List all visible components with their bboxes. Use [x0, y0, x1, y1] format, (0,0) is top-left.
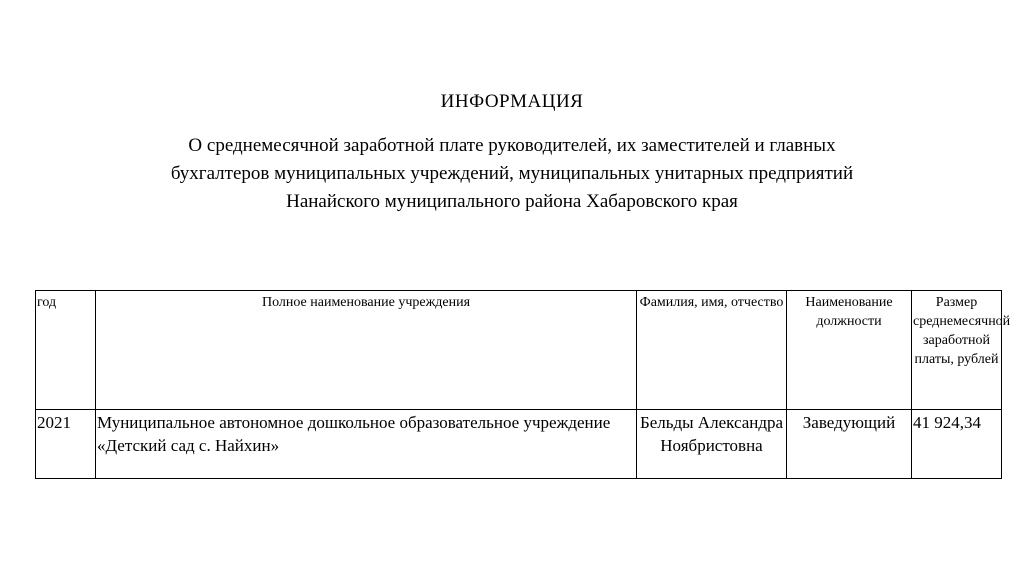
cell-institution: Муниципальное автономное дошкольное образовательное учреждение «Детский сад с. Найхин» [96, 410, 637, 479]
salary-table [35, 290, 1011, 479]
table-row [36, 410, 1002, 479]
cell-person: Бельды Александра Ноябристовна [637, 410, 787, 479]
cell-year: 2021 [36, 410, 96, 479]
cell-position: Заведующий [787, 410, 912, 479]
document-subtitle-line-3: Нанайского муниципального района Хабаровского края [286, 191, 738, 212]
cell-salary: 41 924,34 [912, 410, 1002, 479]
header-position: Наименование должности [787, 291, 912, 410]
header-person: Фамилия, имя, отчество [637, 291, 787, 410]
header-institution: Полное наименование учреждения [96, 291, 637, 410]
document-subtitle-line-2: бухгалтеров муниципальных учреждений, муниципальных унитарных предприятий [170, 163, 854, 184]
document-subtitle-line-1: О среднемесячной заработной плате руководителей, их заместителей и главных [188, 135, 836, 156]
table-header-row [36, 291, 1002, 410]
document-title: ИНФОРМАЦИЯ [440, 91, 584, 112]
header-year: год [36, 291, 96, 410]
header-salary: Размер среднемесячной заработной платы, рублей [912, 291, 1002, 410]
